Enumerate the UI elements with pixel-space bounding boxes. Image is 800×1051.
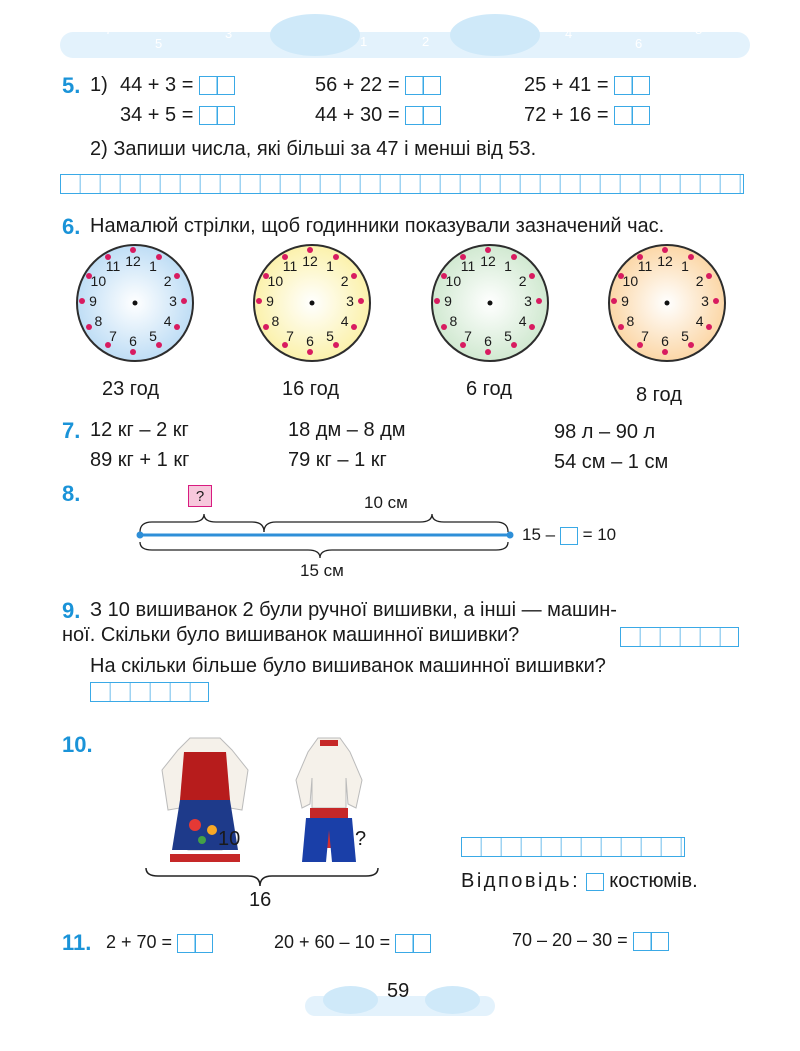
equation-row bbox=[524, 74, 650, 97]
hour-mark bbox=[618, 324, 624, 330]
answer-strip[interactable] bbox=[60, 174, 744, 194]
clock-numeral: 8 bbox=[449, 313, 458, 329]
hour-mark bbox=[358, 298, 364, 304]
answer-box[interactable] bbox=[633, 932, 669, 951]
equation: 34 + 5 = bbox=[120, 104, 194, 126]
problem-text: ної. Скільки було вишиванок машинної вишивки? bbox=[62, 624, 520, 646]
clock-numeral: 10 bbox=[267, 273, 284, 289]
clock-numeral: 7 bbox=[464, 327, 472, 344]
header-digit: 5 bbox=[155, 36, 163, 51]
page-number: 59 bbox=[387, 980, 410, 1002]
hour-mark bbox=[130, 349, 136, 355]
unknown-box: ? bbox=[188, 485, 212, 507]
equation: 25 + 41 = bbox=[524, 74, 609, 96]
clock-numeral: 9 bbox=[89, 293, 97, 309]
segment-total-label: 15 см bbox=[300, 561, 344, 580]
footer bbox=[305, 978, 495, 1018]
hour-mark bbox=[351, 273, 357, 279]
costume-count: 10 bbox=[218, 828, 241, 850]
clock-numeral: 10 bbox=[622, 273, 639, 289]
female-costume-image bbox=[150, 730, 260, 870]
answer-box[interactable] bbox=[586, 873, 604, 891]
equation-row bbox=[120, 104, 235, 127]
answer-box[interactable] bbox=[405, 76, 441, 95]
clock-numeral: 1 bbox=[326, 258, 334, 275]
hour-mark bbox=[662, 349, 668, 355]
hour-mark bbox=[529, 324, 535, 330]
clock-time-label: 23 год bbox=[102, 378, 160, 400]
equation: 56 + 22 = bbox=[315, 74, 400, 96]
hour-mark bbox=[441, 324, 447, 330]
header-digit: 3 bbox=[225, 26, 233, 41]
equation: 70 – 20 – 30 = bbox=[512, 930, 628, 950]
header-digit: 4 bbox=[565, 26, 573, 41]
clock-numeral: 8 bbox=[94, 313, 103, 329]
top-brace-right bbox=[264, 514, 508, 532]
clock-numeral: 6 bbox=[129, 333, 137, 349]
clock-numeral: 9 bbox=[444, 293, 452, 309]
expression: 79 кг – 1 кг bbox=[288, 449, 387, 471]
header-digit: 7 bbox=[105, 22, 113, 37]
expression: 89 кг + 1 кг bbox=[90, 449, 190, 471]
clock-numeral: 4 bbox=[340, 313, 349, 329]
equation: 44 + 30 = bbox=[315, 104, 400, 126]
clock-numeral: 6 bbox=[484, 333, 492, 349]
clock-numeral: 9 bbox=[266, 293, 274, 309]
hour-mark bbox=[256, 298, 262, 304]
clock-face[interactable] bbox=[431, 244, 549, 362]
answer-strip[interactable] bbox=[620, 627, 739, 647]
hour-mark bbox=[536, 298, 542, 304]
clock-numeral: 12 bbox=[125, 253, 141, 269]
clock-center bbox=[665, 301, 670, 306]
clock-numeral: 4 bbox=[695, 313, 704, 329]
clock-numeral: 11 bbox=[105, 258, 121, 275]
task-number: 7. bbox=[62, 418, 81, 443]
unknown-count: ? bbox=[355, 828, 367, 850]
hour-mark bbox=[485, 349, 491, 355]
problem-question: На скільки більше було вишиванок машинної вишивки? bbox=[90, 655, 606, 677]
clock-numeral: 4 bbox=[518, 313, 527, 329]
clock-numeral: 11 bbox=[282, 258, 298, 275]
expression: 98 л – 90 л bbox=[554, 421, 656, 443]
hour-mark bbox=[174, 273, 180, 279]
clock-face[interactable] bbox=[608, 244, 726, 362]
answer-box[interactable] bbox=[395, 934, 431, 953]
clock-numeral: 3 bbox=[701, 293, 709, 309]
bottom-brace bbox=[140, 542, 508, 558]
clock-numeral: 7 bbox=[286, 327, 294, 344]
equation: 44 + 3 = bbox=[120, 74, 194, 96]
hour-mark bbox=[351, 324, 357, 330]
equation: 20 + 60 – 10 = bbox=[274, 932, 391, 952]
expression: 12 кг – 2 кг bbox=[90, 419, 189, 441]
segment-endpoint bbox=[507, 532, 514, 539]
clock-face[interactable] bbox=[253, 244, 371, 362]
clock-time-label: 6 год bbox=[466, 378, 512, 400]
equation-row bbox=[106, 932, 213, 953]
task-number: 8. bbox=[62, 481, 81, 506]
hour-mark bbox=[86, 324, 92, 330]
clock-time-label: 8 год bbox=[636, 384, 682, 406]
answer-strip[interactable] bbox=[461, 837, 685, 857]
hour-mark bbox=[529, 273, 535, 279]
task-instruction: 2) Запиши числа, які більші за 47 і менші від 53. bbox=[90, 138, 537, 160]
clock-numeral: 12 bbox=[480, 253, 496, 269]
task-number: 11. bbox=[62, 930, 92, 955]
clock-numeral: 4 bbox=[163, 313, 172, 329]
task-number: 9. bbox=[62, 598, 81, 623]
hour-mark bbox=[706, 324, 712, 330]
hour-mark bbox=[713, 298, 719, 304]
answer-box[interactable] bbox=[405, 106, 441, 125]
clock-center bbox=[310, 301, 315, 306]
hour-mark bbox=[307, 349, 313, 355]
equation-row bbox=[274, 932, 431, 953]
header-banner bbox=[60, 12, 750, 57]
hour-mark bbox=[611, 298, 617, 304]
clock-numeral: 11 bbox=[460, 258, 476, 275]
clock-numeral: 2 bbox=[163, 273, 172, 289]
equation-row bbox=[315, 104, 441, 127]
equation-right: = 10 bbox=[582, 525, 617, 544]
clock-face[interactable] bbox=[76, 244, 194, 362]
expression: 54 см – 1 см bbox=[554, 451, 669, 473]
task-number: 10. bbox=[62, 732, 93, 757]
answer-box[interactable] bbox=[177, 934, 213, 953]
expression: 18 дм – 8 дм bbox=[288, 419, 406, 441]
hour-mark bbox=[174, 324, 180, 330]
clock-numeral: 3 bbox=[346, 293, 354, 309]
answer-unit: костюмів. bbox=[609, 870, 698, 892]
answer-line bbox=[461, 870, 698, 893]
hour-mark bbox=[706, 273, 712, 279]
clock-numeral: 3 bbox=[524, 293, 532, 309]
clock-numeral: 6 bbox=[306, 333, 314, 349]
clock-numeral: 3 bbox=[169, 293, 177, 309]
answer-label: Відповідь: bbox=[461, 870, 581, 892]
clock-numeral: 8 bbox=[626, 313, 635, 329]
clock-numeral: 5 bbox=[326, 327, 334, 344]
equation-row bbox=[120, 74, 235, 97]
clock-numeral: 7 bbox=[109, 327, 117, 344]
clock-numeral: 8 bbox=[271, 313, 280, 329]
equation: 2 + 70 = bbox=[106, 932, 173, 952]
header-digit: 0 bbox=[397, 16, 405, 31]
header-digit: 8 bbox=[695, 22, 703, 37]
clock-numeral: 5 bbox=[681, 327, 689, 344]
answer-strip[interactable] bbox=[90, 682, 209, 702]
total-count: 16 bbox=[249, 889, 272, 911]
task-number: 6. bbox=[62, 214, 81, 239]
clock-numeral: 2 bbox=[518, 273, 527, 289]
hour-mark bbox=[79, 298, 85, 304]
clock-numeral: 6 bbox=[661, 333, 669, 349]
clock-numeral: 12 bbox=[657, 253, 673, 269]
header-digit: 6 bbox=[635, 36, 643, 51]
answer-box[interactable] bbox=[199, 76, 235, 95]
clock-numeral: 5 bbox=[149, 327, 157, 344]
task-instruction: Намалюй стрілки, щоб годинники показували зазначений час. bbox=[90, 215, 665, 237]
clock-numeral: 12 bbox=[302, 253, 318, 269]
problem-text: З 10 вишиванок 2 були ручної вишивки, а інші — машин- bbox=[90, 599, 617, 621]
segment-endpoint bbox=[137, 532, 144, 539]
clock-time-label: 16 год bbox=[282, 378, 340, 400]
hour-mark bbox=[263, 324, 269, 330]
answer-box[interactable] bbox=[614, 76, 650, 95]
hour-mark bbox=[434, 298, 440, 304]
equation: 72 + 16 = bbox=[524, 104, 609, 126]
segment-label: 10 см bbox=[364, 493, 408, 512]
clock-numeral: 1 bbox=[681, 258, 689, 275]
segment-diagram bbox=[130, 510, 520, 560]
clock-numeral: 2 bbox=[340, 273, 349, 289]
clock-numeral: 5 bbox=[504, 327, 512, 344]
clock-numeral: 10 bbox=[445, 273, 462, 289]
clock-numeral: 2 bbox=[695, 273, 704, 289]
clock-numeral: 1 bbox=[149, 258, 157, 275]
segment-equation bbox=[522, 525, 616, 545]
clock-numeral: 10 bbox=[90, 273, 107, 289]
clock-numeral: 7 bbox=[641, 327, 649, 344]
top-brace-left bbox=[140, 514, 264, 532]
clock-numeral: 9 bbox=[621, 293, 629, 309]
answer-box[interactable] bbox=[614, 106, 650, 125]
answer-box[interactable] bbox=[560, 527, 578, 545]
clock-numeral: 1 bbox=[504, 258, 512, 275]
clock-numeral: 11 bbox=[637, 258, 653, 275]
hour-mark bbox=[181, 298, 187, 304]
equation-row bbox=[315, 74, 441, 97]
equation-left: 15 – bbox=[522, 525, 556, 544]
total-brace bbox=[140, 866, 390, 890]
header-digit: 2 bbox=[422, 34, 430, 49]
clock-center bbox=[488, 301, 493, 306]
answer-box[interactable] bbox=[199, 106, 235, 125]
part-label: 1) bbox=[90, 74, 108, 96]
clock-center bbox=[133, 301, 138, 306]
header-digit: 1 bbox=[360, 34, 368, 49]
equation-row bbox=[524, 104, 650, 127]
equation-row bbox=[512, 930, 669, 951]
task-number: 5. bbox=[62, 73, 81, 98]
